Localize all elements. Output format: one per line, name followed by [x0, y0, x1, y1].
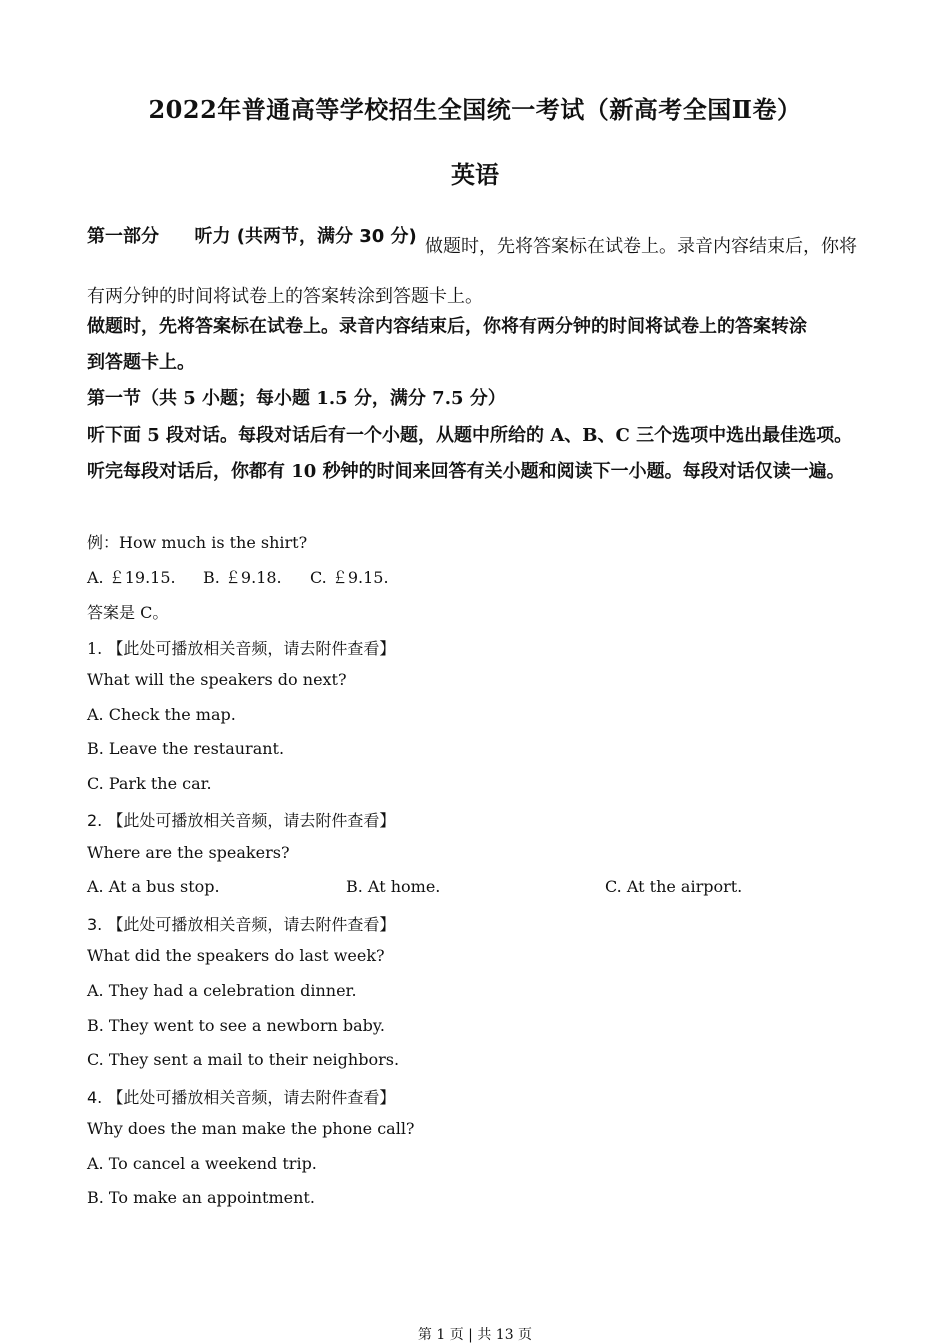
- question-1-option-c: C. Park the car.: [87, 774, 212, 793]
- part-label: 第一部分: [87, 226, 159, 247]
- question-2-option-c: C. At the airport.: [605, 877, 743, 896]
- example-option-a: A. ￡19.15.: [87, 568, 176, 587]
- question-1-prompt: What will the speakers do next?: [87, 670, 347, 689]
- page-footer: 第 1 页 | 共 13 页: [417, 1327, 533, 1343]
- part-instruction: 做题时，先将答案标在试卷上。录音内容结束后，你将有两分钟的时间将试卷上的答案转涂到答题卡上。: [87, 236, 857, 307]
- example-question: 例：How much is the shirt?: [87, 533, 308, 552]
- question-2-prompt: Where are the speakers?: [87, 843, 290, 862]
- section-instruction-line-1: 听下面 5 段对话。每段对话后有一个小题，从题中所给的 A、B、C 三个选项中选出最佳选项。: [87, 425, 853, 446]
- example-option-c: C. ￡9.15.: [310, 568, 389, 587]
- question-2-option-a: A. At a bus stop.: [87, 877, 220, 896]
- question-4-prompt: Why does the man make the phone call?: [87, 1119, 415, 1138]
- question-4-number: 4. 【此处可播放相关音频，请去附件查看】: [87, 1088, 396, 1107]
- question-3-option-a: A. They had a celebration dinner.: [87, 981, 357, 1000]
- example-option-b: B. ￡9.18.: [203, 568, 282, 587]
- question-3-number: 3. 【此处可播放相关音频，请去附件查看】: [87, 915, 396, 934]
- question-2-number: 2. 【此处可播放相关音频，请去附件查看】: [87, 811, 396, 830]
- example-answer: 答案是 C。: [87, 603, 169, 622]
- question-1-option-b: B. Leave the restaurant.: [87, 739, 285, 758]
- exam-title: 2022年普通高等学校招生全国统一考试（新高考全国Ⅱ卷）: [148, 95, 802, 124]
- bold-instruction-line-2: 到答题卡上。: [87, 352, 195, 373]
- section-title: 第一节（共 5 小题；每小题 1.5 分，满分 7.5 分）: [87, 388, 506, 409]
- question-3-prompt: What did the speakers do last week?: [87, 946, 385, 965]
- bold-instruction-line-1: 做题时，先将答案标在试卷上。录音内容结束后，你将有两分钟的时间将试卷上的答案转涂: [87, 316, 807, 337]
- question-3-option-b: B. They went to see a newborn baby.: [87, 1016, 385, 1035]
- question-2-option-b: B. At home.: [346, 877, 441, 896]
- question-1-option-a: A. Check the map.: [87, 705, 236, 724]
- subject-title: 英语: [451, 160, 499, 189]
- question-4-option-b: B. To make an appointment.: [87, 1188, 315, 1207]
- question-1-number: 1. 【此处可播放相关音频，请去附件查看】: [87, 639, 396, 658]
- question-3-option-c: C. They sent a mail to their neighbors.: [87, 1050, 400, 1069]
- part-title: 听力 (共两节，满分 30 分): [194, 226, 417, 247]
- section-instruction-line-2: 听完每段对话后，你都有 10 秒钟的时间来回答有关小题和阅读下一小题。每段对话仅读一遍。: [87, 461, 845, 482]
- question-4-option-a: A. To cancel a weekend trip.: [87, 1154, 317, 1173]
